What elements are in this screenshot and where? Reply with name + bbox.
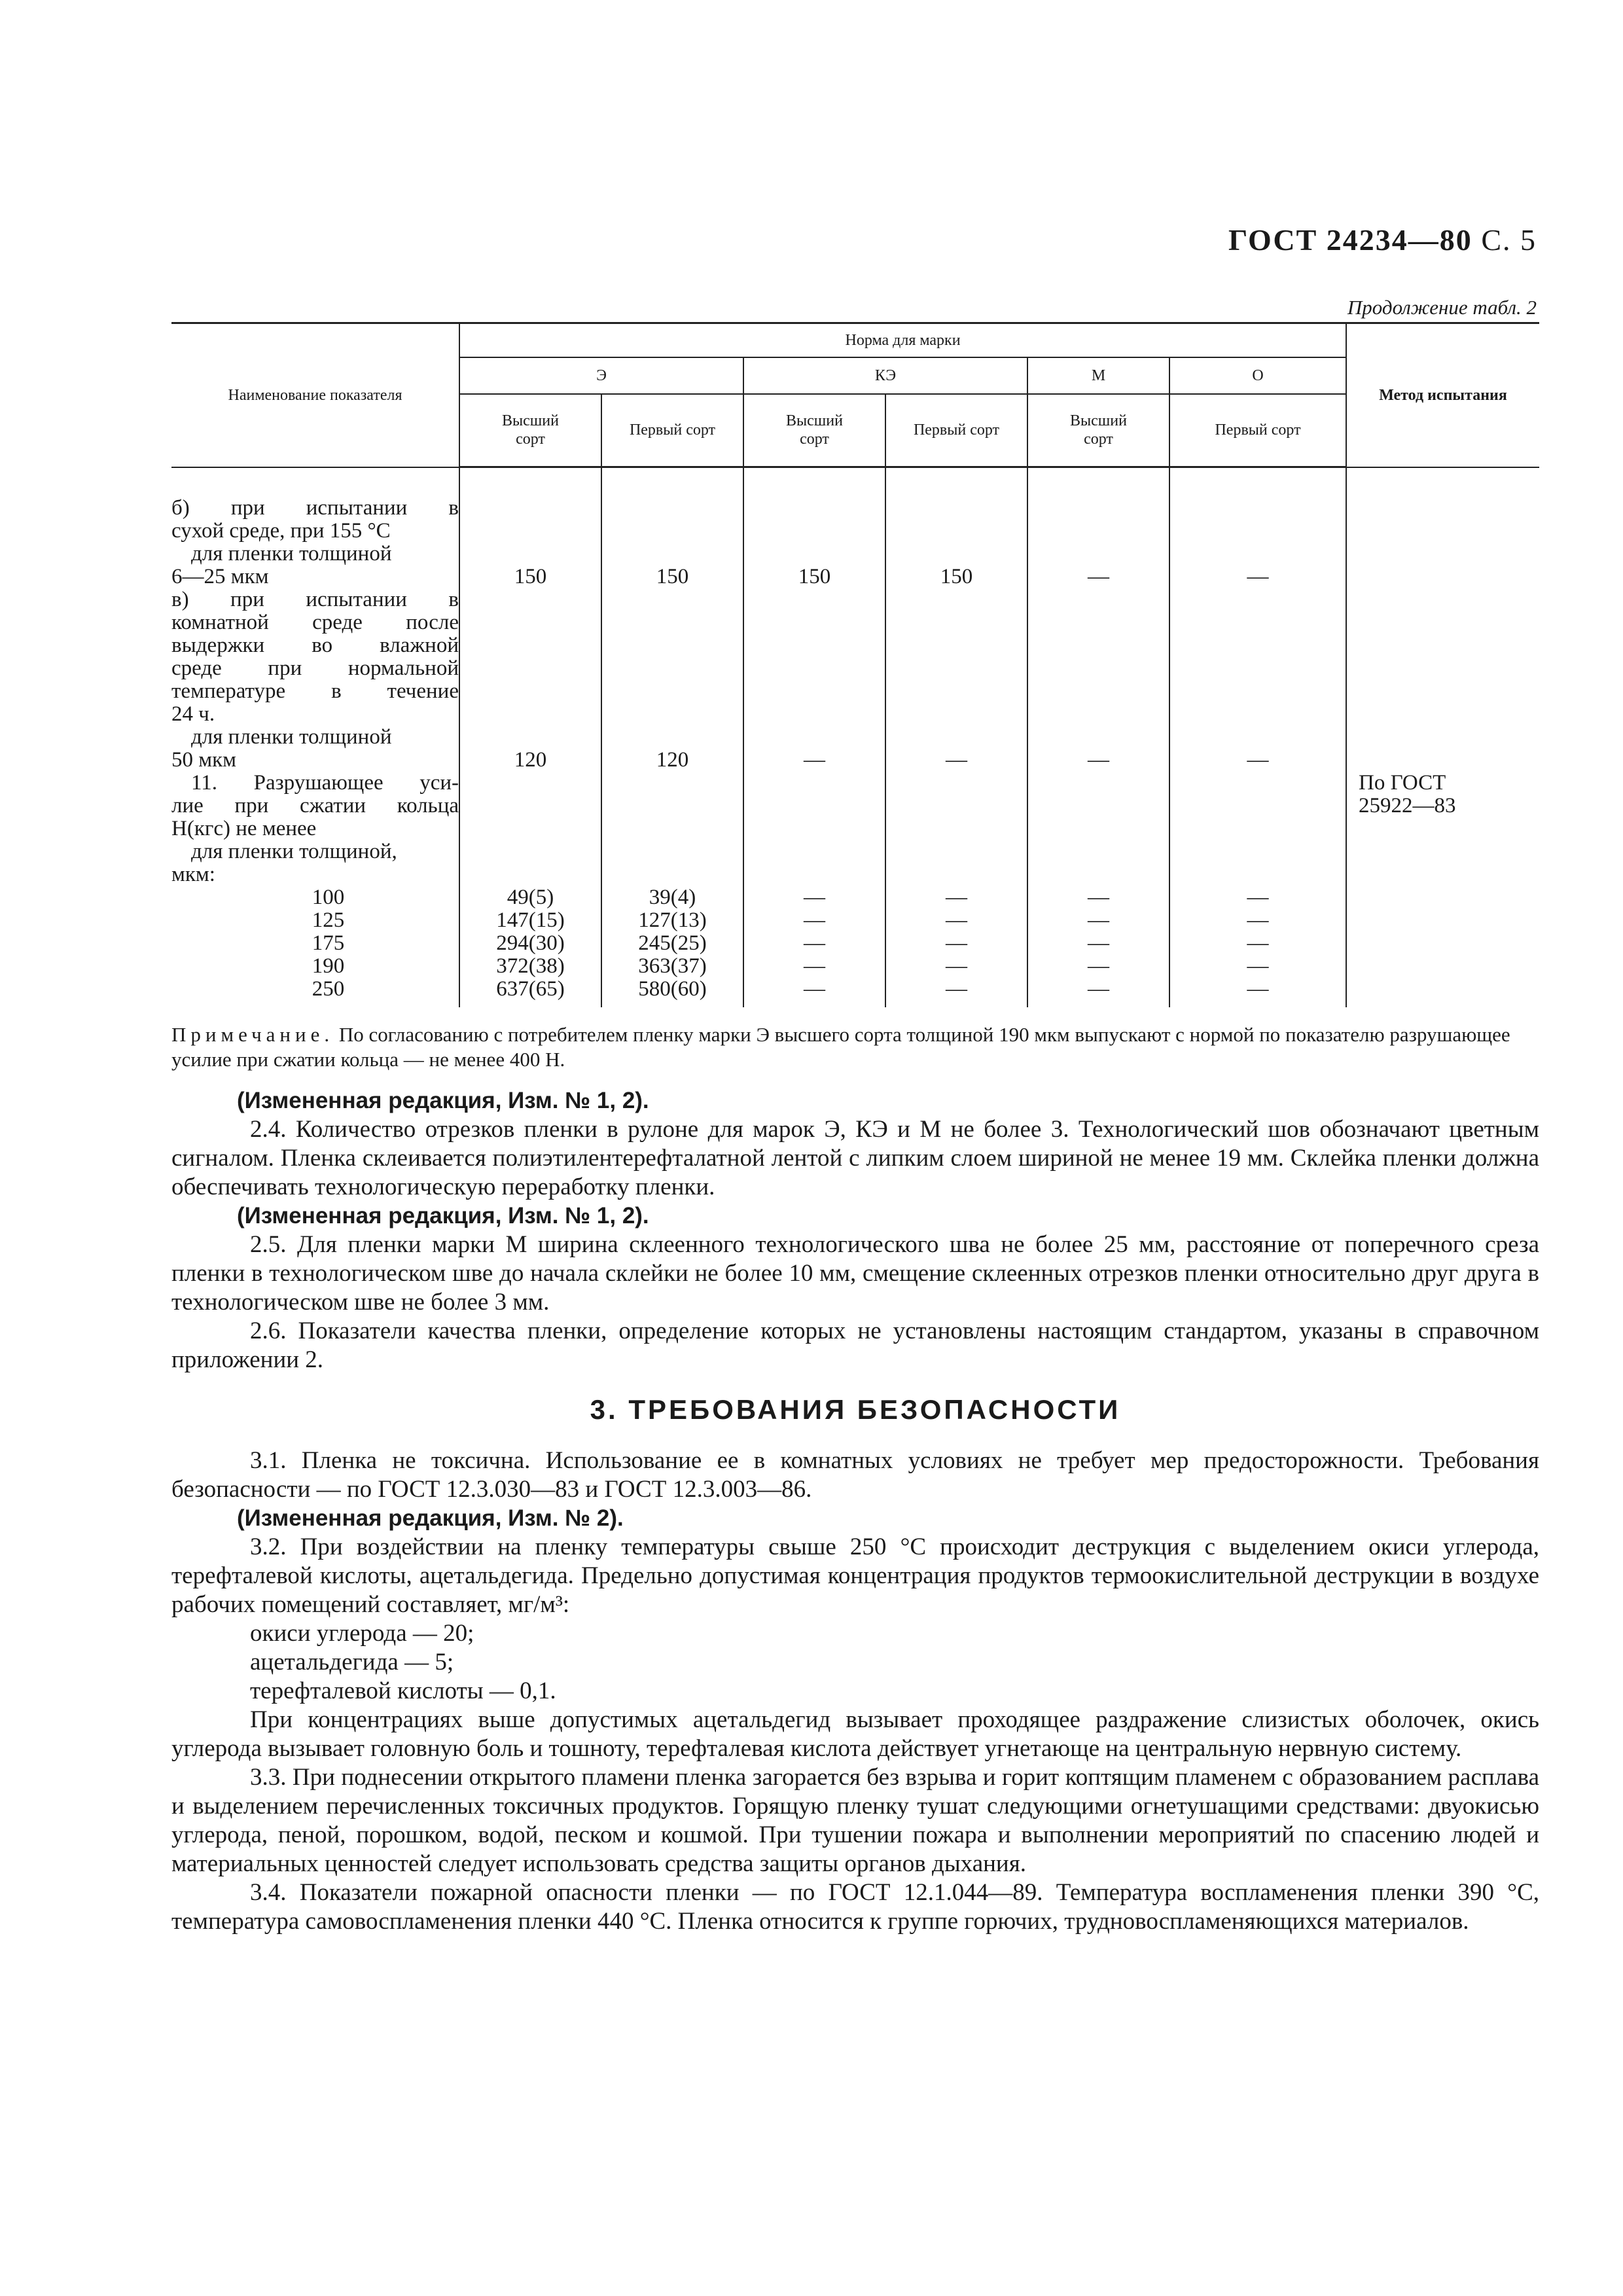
norms-table [171, 322, 1539, 1007]
value-cell: — [1088, 748, 1109, 772]
name-line: мкм: [171, 862, 215, 886]
list-item: окиси углерода — 20; [250, 1620, 474, 1647]
value-cell: 580(60) [638, 977, 707, 1001]
main-text [171, 1086, 1539, 1936]
name-line: для пленки толщиной [191, 541, 392, 565]
standard-number: ГОСТ 24234—80 [1228, 223, 1472, 257]
value-cell: 120 [656, 748, 689, 772]
value-cell: 150 [514, 565, 547, 588]
value-cell: — [804, 954, 825, 978]
value-cell: — [804, 908, 825, 932]
grade-header: Первый сорт [885, 394, 1027, 467]
grade-header: Высший сорт [459, 394, 601, 467]
paragraph-3-1: 3.1. Пленка не токсична. Использование ее в комнатных условиях не требует мер предосторожности. Требования безопасности — по ГОСТ 12.3.030—83 и ГОСТ 12.3.003—86. [171, 1447, 1539, 1503]
name-line: 50 мкм [171, 747, 237, 772]
indicator-name-cell [171, 467, 459, 1008]
grade-header: Первый сорт [601, 394, 743, 467]
table-note [171, 1022, 1539, 1072]
method-cell [1346, 467, 1539, 1008]
value-cell: — [1088, 954, 1109, 978]
amendment-note: (Измененная редакция, Изм. № 2). [237, 1505, 624, 1531]
value-cell: — [804, 748, 825, 772]
page-number: С. 5 [1481, 223, 1537, 257]
value-cell: — [946, 954, 967, 978]
paragraph-2-4: 2.4. Количество отрезков пленки в рулоне для марок Э, КЭ и М не более 3. Технологический шов обозначают цветным сигналом. Пленка склеивается полиэтилентерефталатной лентой с липким слоем шириной не менее 19 мм. Склейка пленки должна обеспечивать технологическую переработку пленки. [171, 1116, 1539, 1200]
paragraph-3-2b: При концентрациях выше допустимых ацетальдегид вызывает проходящее раздражение слизистых оболочек, окись углерода вызывает головную боль и тошноту, терефталевая кислота действует угнетающе на центральную нервную систему. [171, 1706, 1539, 1762]
value-cell: 147(15) [496, 908, 565, 932]
name-line: температуре в течение [171, 679, 459, 703]
method-line: По ГОСТ [1359, 770, 1446, 795]
note-text: По согласованию с потребителем пленку марки Э высшего сорта толщиной 190 мкм выпускают с нормой по показателю разрушающее усилие при сжатии кольца — не менее 400 Н. [171, 1023, 1510, 1071]
value-cell: 294(30) [496, 931, 565, 955]
value-cell: — [1247, 886, 1269, 909]
amendment-note: (Измененная редакция, Изм. № 1, 2). [237, 1203, 649, 1229]
value-cell: 39(4) [649, 886, 696, 909]
value-column [885, 467, 1027, 1008]
col-header-norm: Норма для марки [459, 323, 1346, 357]
name-line: для пленки толщиной [191, 725, 392, 749]
value-column [459, 467, 601, 1008]
value-cell: — [1247, 908, 1269, 932]
grade-header: Высший сорт [1027, 394, 1169, 467]
name-line: 100 [312, 885, 345, 909]
paragraph-3-3: 3.3. При поднесении открытого пламени пленка загорается без взрыва и горит коптящим пламенем с образованием расплава и выделением перечисленных токсичных продуктов. Горящую пленку тушат следующими огнетушащими средствами: двуокисью углерода, пеной, порошком, водой, песком и кошмой. При тушении пожара и выполнении мероприятий по спасению людей и материальных ценностей следует использовать средства защиты органов дыхания. [171, 1764, 1539, 1877]
name-line: 175 [312, 931, 345, 955]
list-item: ацетальдегида — 5; [250, 1649, 454, 1676]
name-line: выдержки во влажной [171, 633, 459, 657]
name-line: б) при испытании в [171, 495, 459, 520]
name-line: 11. Разрушающее уси- [191, 770, 459, 795]
grade-header: Высший сорт [743, 394, 885, 467]
value-cell: 49(5) [507, 886, 554, 909]
value-cell: 637(65) [496, 977, 565, 1001]
col-header-method: Метод испытания [1346, 323, 1539, 467]
value-cell: — [1088, 886, 1109, 909]
value-cell: — [804, 977, 825, 1001]
list-item: терефталевой кислоты — 0,1. [250, 1677, 556, 1704]
method-line: 25922—83 [1359, 793, 1456, 817]
table-continuation-label: Продолжение табл. 2 [1347, 296, 1537, 319]
value-column [1027, 467, 1169, 1008]
mark-header: КЭ [743, 357, 1027, 394]
value-cell: 363(37) [638, 954, 707, 978]
section-heading: 3. ТРЕБОВАНИЯ БЕЗОПАСНОСТИ [590, 1394, 1121, 1425]
page-header [1228, 223, 1537, 257]
paragraph-3-4: 3.4. Показатели пожарной опасности пленки — по ГОСТ 12.1.044—89. Температура воспламенения пленки 390 °С, температура самовоспламенения пленки 440 °С. Пленка относится к группе горючих, трудновоспламеняющихся материалов. [171, 1879, 1539, 1935]
mark-header: О [1169, 357, 1346, 394]
paragraph-2-6: 2.6. Показатели качества пленки, определение которых не установлены настоящим стандартом, указаны в справочном приложении 2. [171, 1318, 1539, 1373]
mark-header: Э [459, 357, 743, 394]
value-column [601, 467, 743, 1008]
value-cell: — [946, 977, 967, 1001]
value-cell: — [946, 748, 967, 772]
value-cell: — [946, 908, 967, 932]
value-cell: — [1247, 748, 1269, 772]
value-cell: — [1088, 977, 1109, 1001]
value-column [743, 467, 885, 1008]
name-line: лие при сжатии кольца [171, 793, 459, 817]
paragraph-2-5: 2.5. Для пленки марки М ширина склеенного технологического шва не более 25 мм, расстояние от поперечного среза пленки в технологическом шве до начала склейки не более 10 мм, смещение склеенных отрезков пленки относительно друг друга в технологическом шве не более 3 мм. [171, 1231, 1539, 1316]
name-line: Н(кгс) не менее [171, 816, 317, 840]
value-cell: 150 [798, 565, 831, 588]
name-line: 250 [312, 977, 345, 1001]
value-cell: — [1088, 908, 1109, 932]
table-row [171, 467, 1539, 1008]
name-line: сухой среде, при 155 °С [171, 518, 391, 543]
value-cell: — [1088, 931, 1109, 955]
value-cell: — [804, 931, 825, 955]
concentration-list [171, 1619, 1539, 1706]
col-header-name: Наименование показателя [171, 323, 459, 467]
name-line: 6—25 мкм [171, 564, 269, 588]
name-line: среде при нормальной [171, 656, 459, 680]
name-line: комнатной среде после [171, 610, 459, 634]
value-cell: — [946, 886, 967, 909]
value-column [1169, 467, 1346, 1008]
value-cell: — [1247, 565, 1269, 588]
value-cell: — [1247, 931, 1269, 955]
value-cell: — [1088, 565, 1109, 588]
mark-header: М [1027, 357, 1169, 394]
value-cell: — [804, 886, 825, 909]
note-label: Примечание. [171, 1023, 334, 1046]
name-line: для пленки толщиной, [191, 839, 397, 863]
value-cell: 120 [514, 748, 547, 772]
value-cell: 127(13) [638, 908, 707, 932]
value-cell: 245(25) [638, 931, 707, 955]
paragraph-3-2: 3.2. При воздействии на пленку температуры свыше 250 °С происходит деструкция с выделением окиси углерода, терефталевой кислоты, ацетальдегида. Предельно допустимая концентрация продуктов термоокислительной деструкции в воздухе рабочих помещений составляет, мг/м³: [171, 1534, 1539, 1618]
name-line: 190 [312, 954, 345, 978]
name-line: в) при испытании в [171, 587, 459, 611]
value-cell: — [946, 931, 967, 955]
grade-header: Первый сорт [1169, 394, 1346, 467]
value-cell: 150 [940, 565, 973, 588]
value-cell: — [1247, 954, 1269, 978]
name-line: 24 ч. [171, 702, 215, 726]
name-line: 125 [312, 908, 345, 932]
amendment-note: (Измененная редакция, Изм. № 1, 2). [237, 1088, 649, 1113]
value-cell: 372(38) [496, 954, 565, 978]
value-cell: 150 [656, 565, 689, 588]
value-cell: — [1247, 977, 1269, 1001]
